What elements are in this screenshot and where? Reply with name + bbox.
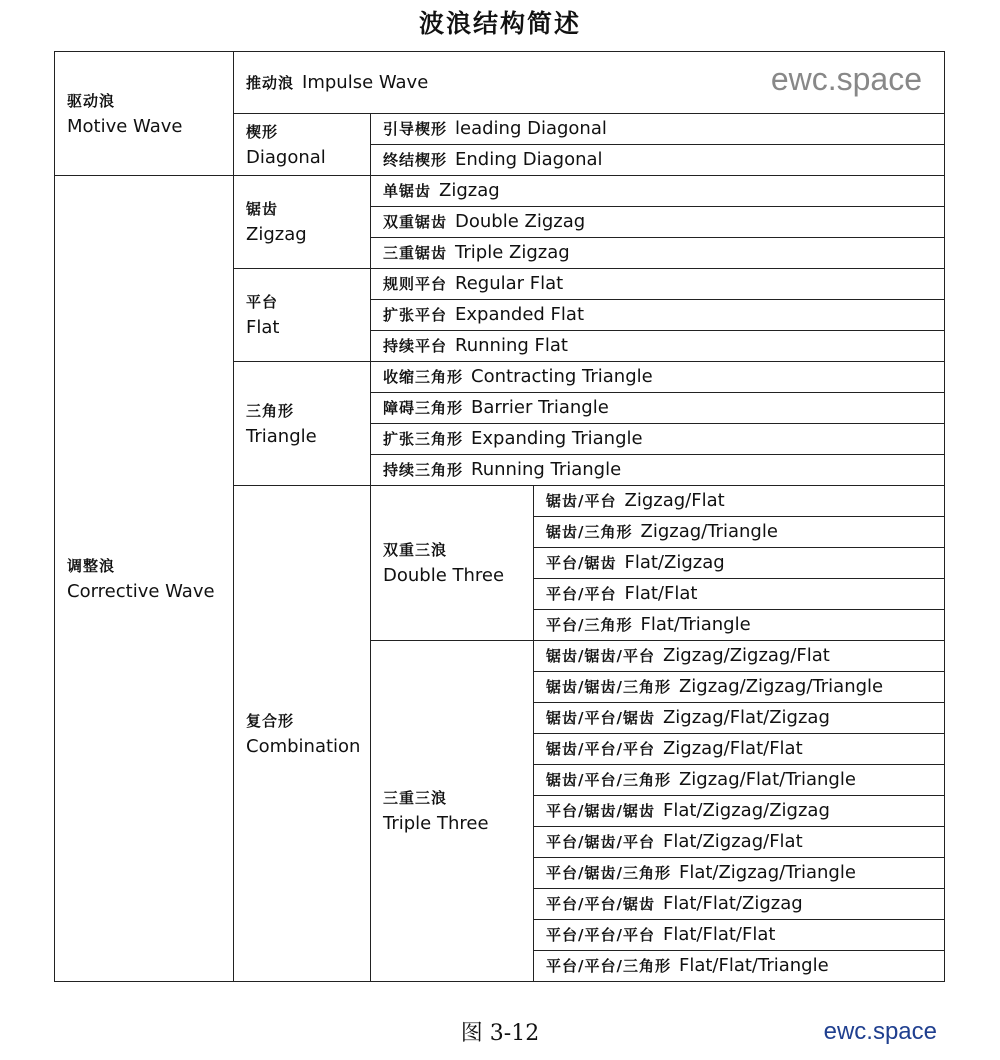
corrective-wave-en: Corrective Wave (67, 580, 215, 602)
item-en: Flat/Zigzag/Flat (662, 831, 803, 852)
combination-en: Combination (246, 735, 361, 757)
combination-cell (234, 486, 371, 982)
list-item (371, 269, 945, 300)
item-en: Expanding Triangle (471, 428, 643, 449)
flat-cell (234, 269, 371, 362)
item-zh: 平台/三角形 (546, 616, 633, 634)
item-en: Double Zigzag (455, 211, 586, 232)
double-three-cell (371, 486, 534, 641)
wave-structure-table (54, 51, 945, 982)
item-zh: 障碍三角形 (383, 399, 464, 417)
item-zh: 规则平台 (383, 275, 448, 293)
figure-caption: 图 3-12 (460, 1021, 540, 1046)
item-en: Triple Zigzag (455, 242, 570, 263)
triple-three-en: Triple Three (383, 813, 489, 834)
motive-wave-en: Motive Wave (67, 115, 183, 137)
corrective-wave-cell (55, 176, 234, 982)
diagonal-zh: 楔形 (246, 122, 279, 141)
list-item (534, 827, 945, 858)
list-item (534, 920, 945, 951)
diagonal-cell (234, 114, 371, 176)
item-en: Zigzag/Zigzag/Flat (662, 645, 830, 666)
item-en: Flat/Flat/Zigzag (662, 893, 803, 914)
list-item (534, 579, 945, 610)
table-row (55, 52, 945, 114)
item-zh: 锯齿/平台 (546, 492, 617, 510)
zigzag-en: Zigzag (246, 224, 307, 245)
item-en: Running Triangle (471, 459, 622, 480)
list-item (534, 765, 945, 796)
item-zh: 平台/平台/锯齿 (546, 895, 655, 913)
item-en: Flat/Triangle (640, 614, 751, 635)
item-zh: 锯齿/锯齿/平台 (546, 647, 655, 665)
item-zh: 单锯齿 (383, 182, 432, 200)
brand-watermark: ewc.space (823, 1018, 937, 1045)
item-zh: 引导楔形 (383, 120, 448, 138)
impulse-wave-cell (234, 52, 945, 114)
item-zh: 三重锯齿 (383, 244, 448, 262)
item-zh: 平台/锯齿/锯齿 (546, 802, 655, 820)
motive-wave-zh: 驱动浪 (67, 91, 116, 110)
item-en: Zigzag/Flat/Triangle (678, 769, 856, 790)
item-zh: 双重锯齿 (383, 213, 448, 231)
list-item (534, 951, 945, 982)
list-item (371, 114, 945, 145)
item-en: Flat/Zigzag/Zigzag (662, 800, 830, 821)
item-zh: 锯齿/平台/三角形 (546, 771, 671, 789)
item-zh: 锯齿/平台/锯齿 (546, 709, 655, 727)
list-item (371, 207, 945, 238)
impulse-wave-zh: 推动浪 (246, 73, 295, 92)
zigzag-cell (234, 176, 371, 269)
list-item (534, 734, 945, 765)
list-item (534, 672, 945, 703)
item-en: Contracting Triangle (471, 366, 653, 387)
item-zh: 收缩三角形 (383, 368, 464, 386)
page-title: 波浪结构简述 (418, 9, 581, 38)
double-three-en: Double Three (383, 565, 505, 586)
item-zh: 平台/锯齿/三角形 (546, 864, 671, 882)
list-item (371, 393, 945, 424)
list-item (534, 610, 945, 641)
item-zh: 扩张平台 (383, 306, 448, 324)
item-zh: 扩张三角形 (383, 430, 464, 448)
triple-three-zh: 三重三浪 (383, 789, 448, 807)
list-item (534, 796, 945, 827)
item-en: Expanded Flat (455, 304, 584, 325)
item-zh: 锯齿/锯齿/三角形 (546, 678, 671, 696)
triple-three-cell (371, 641, 534, 982)
zigzag-zh: 锯齿 (246, 200, 279, 218)
item-zh: 平台/锯齿/平台 (546, 833, 655, 851)
list-item (371, 176, 945, 207)
list-item (534, 486, 945, 517)
item-en: Flat/Zigzag (624, 552, 725, 573)
list-item (534, 641, 945, 672)
item-zh: 锯齿/平台/平台 (546, 740, 655, 758)
table-row (55, 176, 945, 207)
item-en: Flat/Flat (624, 583, 698, 604)
triangle-zh: 三角形 (246, 401, 295, 420)
item-zh: 平台/平台 (546, 585, 617, 603)
triangle-en: Triangle (246, 425, 317, 447)
item-en: Zigzag/Flat (624, 490, 725, 511)
list-item (534, 889, 945, 920)
list-item (371, 300, 945, 331)
flat-en: Flat (246, 317, 280, 338)
item-en: Flat/Zigzag/Triangle (678, 862, 856, 883)
item-en: Zigzag/Triangle (640, 521, 778, 542)
item-en: Zigzag/Flat/Zigzag (662, 707, 830, 728)
item-zh: 锯齿/三角形 (546, 523, 633, 541)
list-item (371, 145, 945, 176)
list-item (371, 455, 945, 486)
item-en: Zigzag (439, 180, 500, 201)
corrective-wave-zh: 调整浪 (67, 556, 116, 575)
double-three-zh: 双重三浪 (383, 541, 448, 559)
list-item (534, 548, 945, 579)
item-en: Flat/Flat/Triangle (678, 955, 829, 976)
list-item (371, 362, 945, 393)
item-zh: 持续平台 (383, 337, 448, 355)
motive-wave-cell (55, 52, 234, 176)
list-item (371, 238, 945, 269)
list-item (371, 331, 945, 362)
list-item (534, 858, 945, 889)
combination-zh: 复合形 (246, 711, 295, 730)
item-en: Barrier Triangle (471, 397, 609, 418)
item-en: Regular Flat (455, 273, 564, 294)
triangle-cell (234, 362, 371, 486)
item-en: Running Flat (455, 335, 568, 356)
list-item (534, 517, 945, 548)
item-en: Flat/Flat/Flat (662, 924, 776, 945)
item-zh: 平台/平台/平台 (546, 926, 655, 944)
impulse-wave-en: Impulse Wave (302, 71, 429, 93)
item-en: leading Diagonal (455, 118, 607, 139)
item-en: Zigzag/Flat/Flat (662, 738, 803, 759)
watermark: ewc.space (770, 61, 922, 97)
list-item (371, 424, 945, 455)
item-zh: 平台/平台/三角形 (546, 957, 671, 975)
list-item (534, 703, 945, 734)
item-en: Ending Diagonal (455, 149, 603, 170)
item-en: Zigzag/Zigzag/Triangle (678, 676, 884, 697)
item-zh: 持续三角形 (383, 461, 464, 479)
flat-zh: 平台 (246, 293, 279, 311)
item-zh: 终结楔形 (383, 151, 448, 169)
diagonal-en: Diagonal (246, 146, 326, 168)
item-zh: 平台/锯齿 (546, 554, 617, 572)
